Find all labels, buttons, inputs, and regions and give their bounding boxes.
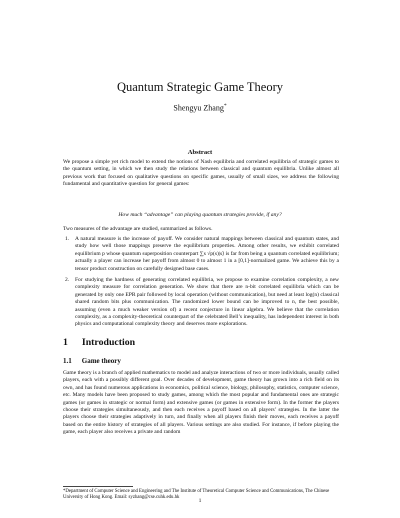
paper-title: Quantum Strategic Game Theory: [116, 80, 284, 94]
contribution-list: [63, 236, 339, 333]
list-item-number: 2.: [65, 277, 70, 284]
section-heading: [63, 337, 135, 348]
subsection-heading: [63, 357, 121, 365]
research-question: How much “advantage” can playing quantum strategies provide, if any?: [118, 212, 282, 218]
list-item-number: 1.: [65, 236, 70, 242]
page-number: 1: [198, 498, 202, 504]
author-footnote-mark: *: [223, 103, 227, 109]
list-item: [63, 236, 339, 273]
footnote-divider: [63, 486, 133, 487]
footnote: *Department of Computer Science and Engineering and The Institute of Theoretical Computer Science and Communications, The Chinese University of Hong Kong. Email: syzhang@cse.cuhk.edu.hk: [63, 489, 330, 501]
subsection-title: Game theory: [81, 357, 121, 365]
abstract-heading: Abstract: [187, 149, 213, 156]
summary-intro: Two measures of the advantage are studied, summarized as follows.: [63, 226, 213, 232]
subsection-number: 1.1: [63, 357, 72, 365]
author-line: [0, 103, 400, 113]
abstract-text: We propose a simple yet rich model to extend the notions of Nash equilibria and correlated equilibria of strategic games to the quantum setting, in which we then study the relations between classical and quantum equilibria. Unlike almost all previous work that focused on qualitative questions on specific games, usually of small sizes, we address the following fundamental and quantitative question for general games:: [63, 159, 339, 188]
section-title: Introduction: [81, 337, 136, 348]
list-item: [63, 277, 339, 329]
list-item-text: A natural measure is the increase of payoff. We consider natural mappings between classical and quantum states, and study how well those mappings preserve the equilibrium properties. Among other results, we exhibit correlated equilibrium p whose quantum superposition counterpart ∑s √p(s)|s⟩ is far from being a quantum correlated equilibrium; actually a player can increase her payoff from almost 0 to almost 1 in a [0,1]-normalized game. We achieve this by a tensor product construction on carefully designed base cases.: [75, 236, 339, 272]
author-name: Shengyu Zhang: [173, 103, 224, 113]
body-paragraph: Game theory is a branch of applied mathematics to model and analyze interactions of two or more individuals, usually called players, each with a possibly different goal. Over decades of development, game theory has grown into a rich field on its own, and has found numerous applications in economics, political science, biology, philosophy, statistics, computer science, etc. Many models have been proposed to study games, among which the most popular and fundamental ones are strategic games (or games in strategic or normal form) and extensive games (or games in extensive form). In the former the players choose their strategies simultaneously, and then each receives a payoff based on all players’ strategies. In the latter the players choose their strategies adaptively in turn, and finally when all players finish their moves, each receives a payoff based on the entire history of strategies of all players. Various settings are also studied. For instance, if before playing the game, each player also receives a private and random: [63, 370, 339, 436]
list-item-text: For studying the hardness of generating correlated equilibria, we propose to examine correlation complexity, a new complexity measure for correlation generation. We show that there are n-bit correlated equilibria which can be generated by only one EPR pair followed by local operation (without communication), but need at least log(n) classical shared random bits plus communication. The randomized lower bound can be improved to n, the best possible, assuming (even a much weaker version of) a recent conjecture in linear algebra. We believe that the correlation complexity, as a complexity-theoretical counterpart of the celebrated Bell’s inequality, has independent interest in both physics and computational complexity theory and deserves more explorations.: [75, 277, 339, 328]
section-number: 1: [63, 337, 68, 348]
